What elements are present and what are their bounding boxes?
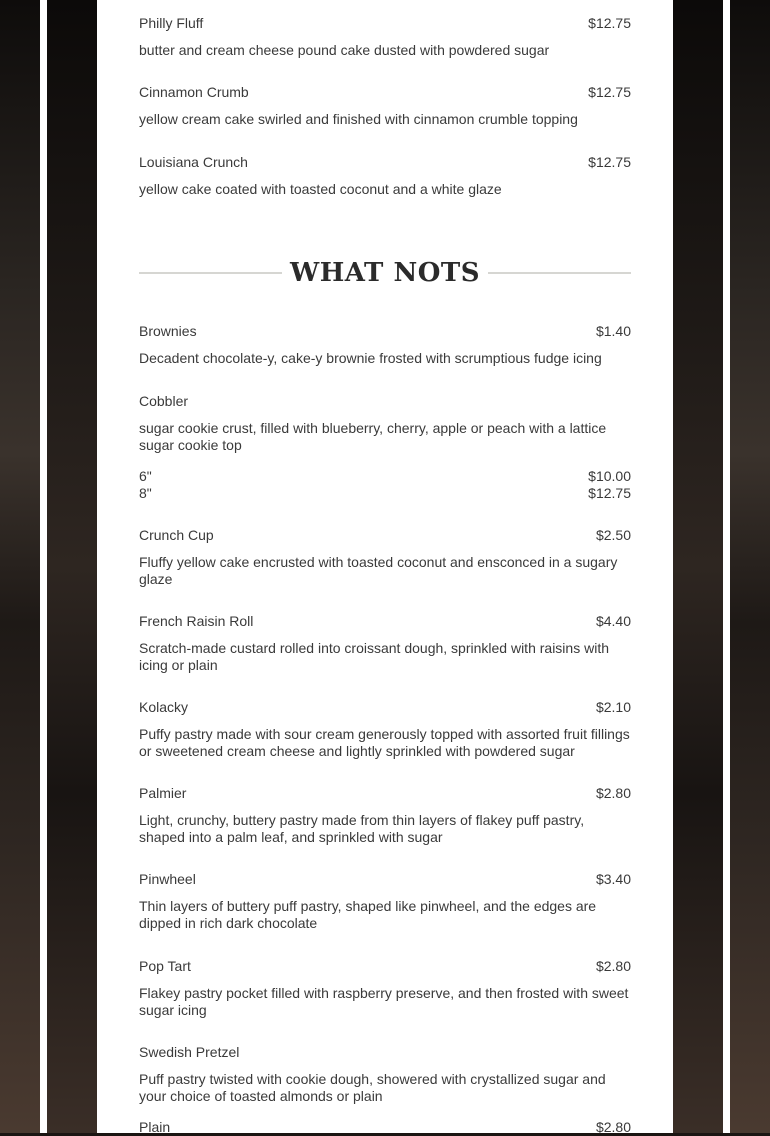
item-price: $2.10: [595, 699, 631, 715]
size-options: [139, 468, 631, 502]
menu-item: [139, 393, 631, 502]
item-name: Palmier: [139, 785, 187, 801]
item-description: Flakey pastry pocket filled with raspberry preserve, and then frosted with sweet sugar icing: [139, 985, 629, 1018]
item-name: Cinnamon Crumb: [139, 84, 249, 100]
menu-item: [139, 699, 631, 760]
item-name: Swedish Pretzel: [139, 1044, 240, 1060]
item-name: Pinwheel: [139, 871, 196, 887]
menu-item: [139, 527, 631, 588]
section-heading: [139, 255, 631, 291]
item-description: butter and cream cheese pound cake dusted with powdered sugar: [139, 42, 550, 58]
size-price: $2.80: [595, 1119, 631, 1135]
item-description: Fluffy yellow cake encrusted with toasted coconut and ensconced in a sugary glaze: [139, 554, 618, 587]
frame-border-right: [723, 0, 730, 1133]
item-description: yellow cake coated with toasted coconut and a white glaze: [139, 181, 502, 197]
menu-item: [139, 154, 631, 198]
item-description: sugar cookie crust, filled with blueberry, cherry, apple or peach with a lattice sugar cookie top: [139, 420, 607, 453]
size-price: $12.75: [588, 485, 631, 501]
background-left: [0, 0, 40, 1133]
heading-rule-right: [488, 272, 631, 274]
menu-item: [139, 958, 631, 1019]
item-description: Light, crunchy, buttery pastry made from thin layers of flakey puff pastry, shaped into a palm leaf, and sprinkled with sugar: [139, 812, 585, 845]
background-inner-right: [673, 0, 723, 1133]
item-name: Brownies: [139, 323, 197, 339]
item-price: $2.80: [595, 785, 631, 801]
size-row: [139, 1119, 631, 1136]
item-name: Kolacky: [139, 699, 189, 715]
item-price: $4.40: [595, 613, 631, 629]
menu-item: [139, 785, 631, 846]
item-name: Pop Tart: [139, 958, 191, 974]
item-price: $12.75: [588, 84, 631, 100]
item-price: $2.50: [595, 527, 631, 543]
size-price: $10.00: [588, 468, 631, 484]
item-price: $12.75: [588, 154, 631, 170]
size-row: [139, 485, 631, 502]
item-name: Louisiana Crunch: [139, 154, 248, 170]
menu-item: [139, 323, 631, 367]
background-right: [730, 0, 770, 1133]
item-name: Crunch Cup: [139, 527, 214, 543]
item-description: Puffy pastry made with sour cream generously topped with assorted fruit fillings or sweetened cream cheese and lightly sprinkled with powdered sugar: [139, 726, 630, 759]
item-price: $1.40: [595, 323, 631, 339]
menu-panel: [97, 0, 673, 1133]
menu-item: [139, 1044, 631, 1136]
item-description: Thin layers of buttery puff pastry, shaped like pinwheel, and the edges are dipped in rich dark chocolate: [139, 898, 597, 931]
item-description: Decadent chocolate-y, cake-y brownie frosted with scrumptious fudge icing: [139, 350, 602, 366]
item-description: yellow cream cake swirled and finished with cinnamon crumble topping: [139, 111, 578, 127]
item-price: $2.80: [595, 958, 631, 974]
menu-item: [139, 613, 631, 674]
menu-item: [139, 15, 631, 59]
item-name: Cobbler: [139, 393, 189, 409]
item-description: Scratch-made custard rolled into croissant dough, sprinkled with raisins with icing or plain: [139, 640, 609, 673]
heading-rule-left: [139, 272, 282, 274]
size-label: 8": [139, 485, 152, 501]
item-name: Philly Fluff: [139, 15, 204, 31]
item-name: French Raisin Roll: [139, 613, 254, 629]
item-price: $12.75: [588, 15, 631, 31]
frame-border-left: [40, 0, 47, 1133]
menu-item: [139, 871, 631, 932]
size-label: Plain: [139, 1119, 171, 1135]
item-price: $3.40: [595, 871, 631, 887]
size-row: [139, 468, 631, 485]
size-options: [139, 1119, 631, 1136]
background-inner-left: [47, 0, 97, 1133]
menu-item: [139, 84, 631, 128]
section-title: WHAT NOTS: [290, 258, 480, 288]
item-description: Puff pastry twisted with cookie dough, showered with crystallized sugar and your choice of toasted almonds or plain: [139, 1071, 606, 1104]
size-label: 6": [139, 468, 152, 484]
